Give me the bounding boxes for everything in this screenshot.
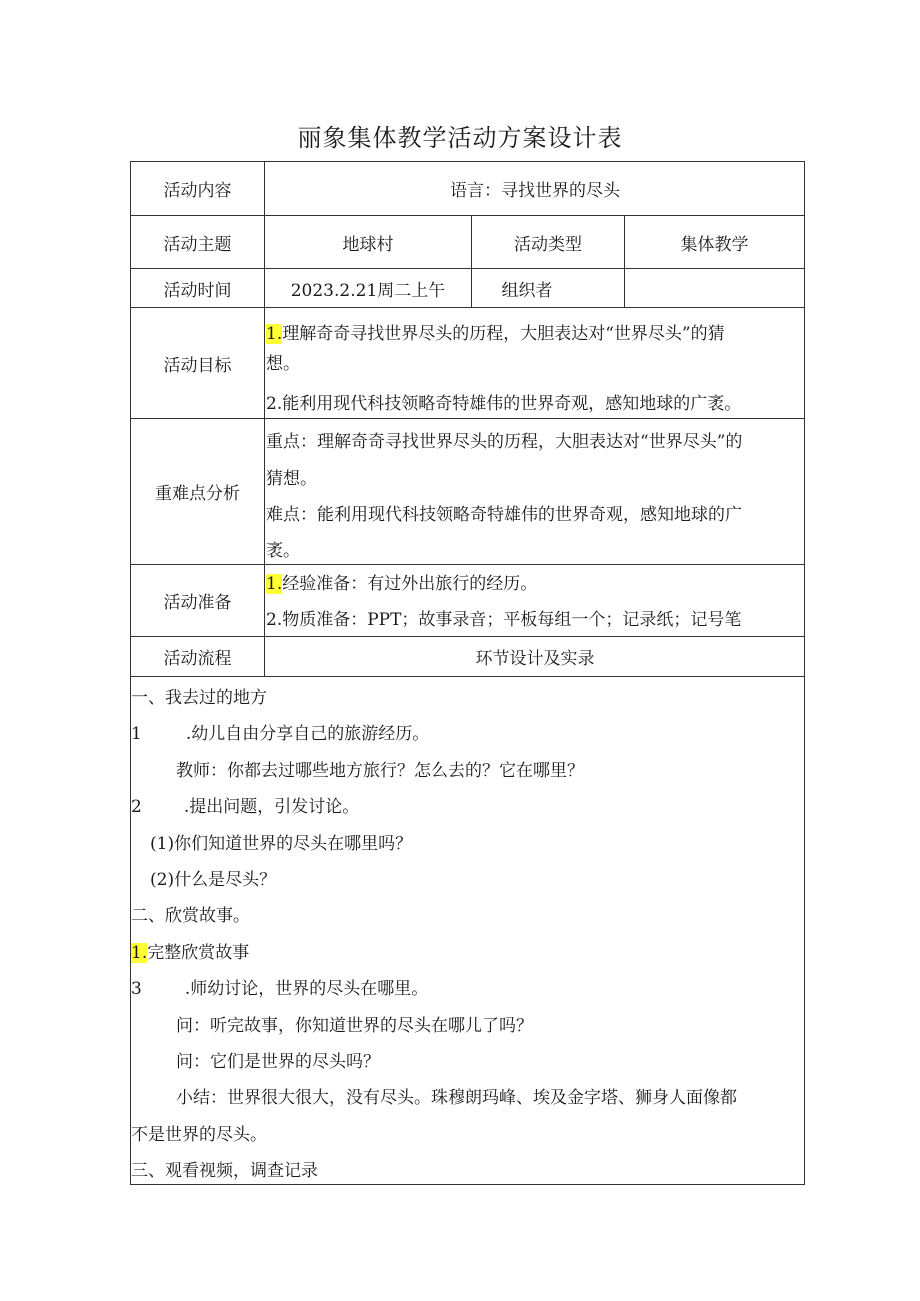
step-number: 1. [131,943,148,963]
section-1-heading: 一、我去过的地方 [131,688,267,708]
story-question-1: 问：听完故事，你知道世界的尽头在哪儿了吗？ [176,1016,533,1036]
lesson-plan-table [130,161,805,1185]
step-text: .提出问题，引发讨论。 [183,797,360,817]
summary-line-1: 小结：世界很大很大，没有尽头。珠穆朗玛峰、埃及金字塔、狮身人面像都 [176,1088,737,1108]
time-label: 活动时间 [163,280,232,301]
step-text: .师幼讨论，世界的尽头在哪里。 [184,979,429,999]
difficulty-line-1: 难点：能利用现代科技领略奇特雄伟的世界奇观，感知地球的广 [266,505,742,525]
step-number: 1 [131,724,142,744]
discussion-question-2: (2)什么是尽头？ [150,870,277,890]
process-label: 活动流程 [163,649,232,669]
type-value: 集体教学 [680,234,749,255]
theme-value: 地球村 [342,234,394,255]
step-2-3 [131,971,428,1007]
step-text: 完整欣赏故事 [147,943,250,963]
story-question-2: 问：它们是世界的尽头吗？ [176,1052,380,1072]
organizer-value [625,269,804,307]
step-text: .幼儿自由分享自己的旅游经历。 [185,724,430,744]
goals-label: 活动目标 [163,355,232,376]
section-3-heading: 三、观看视频，调查记录 [131,1161,318,1181]
goal-1-number: 1. [266,324,283,344]
theme-label: 活动主题 [163,234,232,255]
prep-line-2: 2.物质准备：PPT；故事录音；平板每组一个；记录纸；记号笔 [266,610,742,630]
goal-1-line [266,322,725,346]
goal-1-continuation: 想。 [266,354,300,374]
step-1-1 [131,716,429,752]
type-label: 活动类型 [514,234,582,255]
prep-line-1 [266,572,537,596]
discussion-question-1: (1)你们知道世界的尽头在哪里吗？ [150,834,413,854]
summary-line-2: 不是世界的尽头。 [131,1125,267,1145]
section-2-heading: 二、欣赏故事。 [131,906,250,926]
time-value: 2023.2.21周二上午 [290,280,446,301]
page-title: 丽象集体教学活动方案设计表 [297,124,623,152]
teacher-question: 教师：你都去过哪些地方旅行？怎么去的？它在哪里？ [176,761,584,781]
prep-label: 活动准备 [163,593,232,613]
content-value: 语言：寻找世界的尽头 [450,181,620,201]
goal-2-text: 2.能利用现代科技领略奇特雄伟的世界奇观，感知地球的广袤。 [266,394,742,414]
content-label: 活动内容 [163,181,232,201]
key-point-line-1: 重点：理解奇奇寻找世界尽头的历程，大胆表达对“世界尽头”的 [266,432,743,452]
process-value: 环节设计及实录 [475,649,595,669]
step-2-1 [131,935,249,971]
step-1-2 [131,789,359,825]
row-divider [131,676,804,677]
organizer-label: 组织者 [501,280,553,301]
goal-1-text: 理解奇奇寻找世界尽头的历程，大胆表达对“世界尽头”的猜 [282,324,725,344]
difficulty-line-2: 袤。 [266,541,300,561]
step-number: 2 [131,797,142,817]
prep-experience: 经验准备：有过外出旅行的经历。 [282,574,538,594]
key-points-label: 重难点分析 [155,484,240,504]
step-number: 3 [131,979,142,999]
key-point-line-2: 猜想。 [266,469,317,489]
prep-number: 1. [266,574,283,594]
